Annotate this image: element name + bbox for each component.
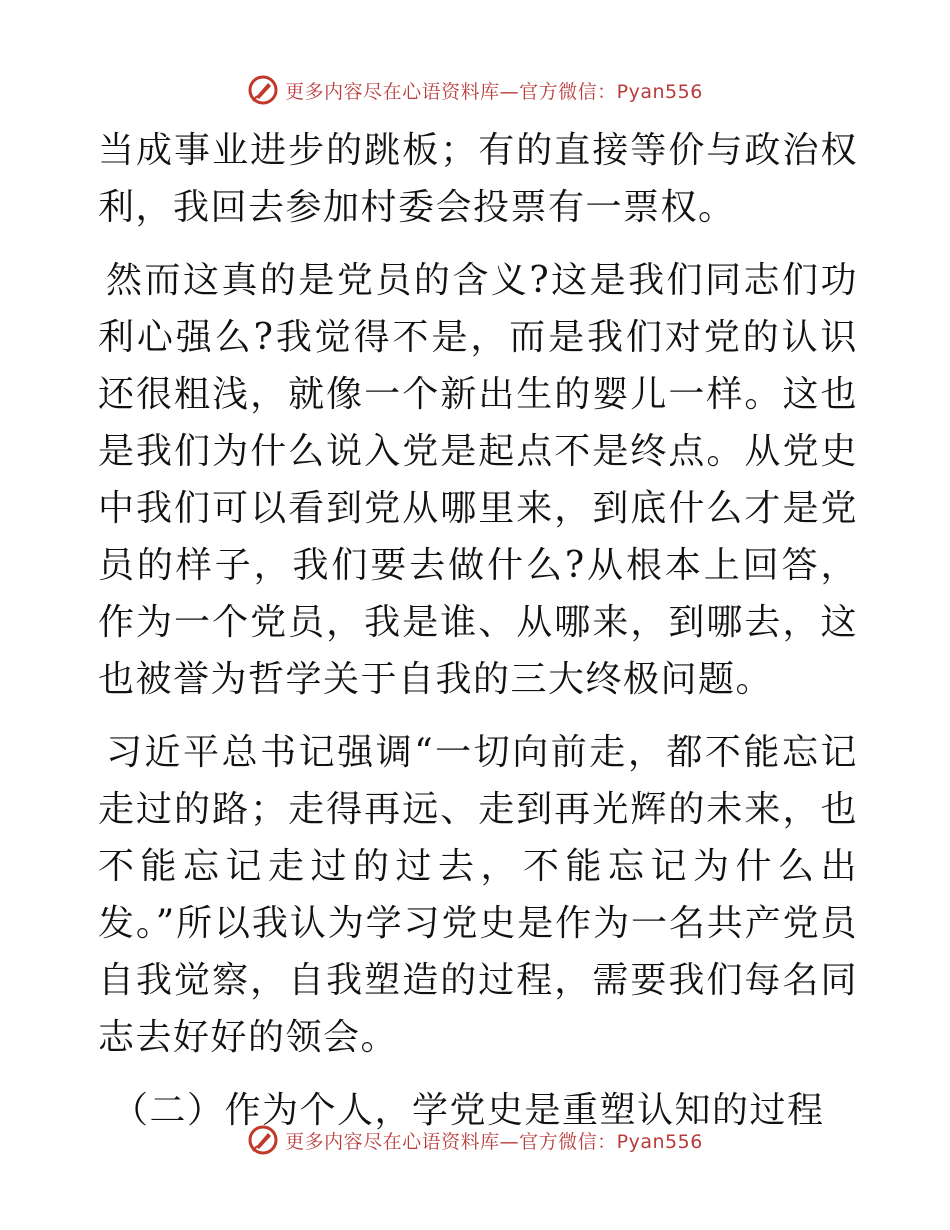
paragraph-2: 然而这真的是党员的含义?这是我们同志们功利心强么?我觉得不是，而是我们对党的认识还很粗浅，就像一个新出生的婴儿一样。这也是我们为什么说入党是起点不是终点。从党史中我们可以看到党从哪里来，到底什么才是党员的样子，我们要去做什么?从根本上回答，作为一个党员，我是谁、从哪来，到哪去，这也被誉为哲学关于自我的三大终极问题。 xyxy=(98,260,858,700)
footer-watermark xyxy=(0,1120,950,1160)
section-heading: （二）作为个人，学党史是重塑认知的过程 xyxy=(112,1090,825,1131)
document-body xyxy=(98,122,858,1139)
feather-pen-logo-icon xyxy=(247,74,279,106)
feather-pen-logo-icon xyxy=(247,1124,279,1156)
watermark-text: 更多内容尽在心语资料库—官方微信：Pyan556 xyxy=(285,1130,703,1153)
watermark-text: 更多内容尽在心语资料库—官方微信：Pyan556 xyxy=(285,80,703,103)
paragraph-1: 当成事业进步的跳板；有的直接等价与政治权利，我回去参加村委会投票有一票权。 xyxy=(98,130,858,228)
paragraph-3: 习近平总书记强调“一切向前走，都不能忘记走过的路；走得再远、走到再光辉的未来，也不能忘记走过的过去，不能忘记为什么出发。”所以我认为学习党史是作为一名共产党员自我觉察，自我塑造的过程，需要我们每名同志去好好的领会。 xyxy=(98,732,858,1058)
header-watermark xyxy=(0,70,950,110)
